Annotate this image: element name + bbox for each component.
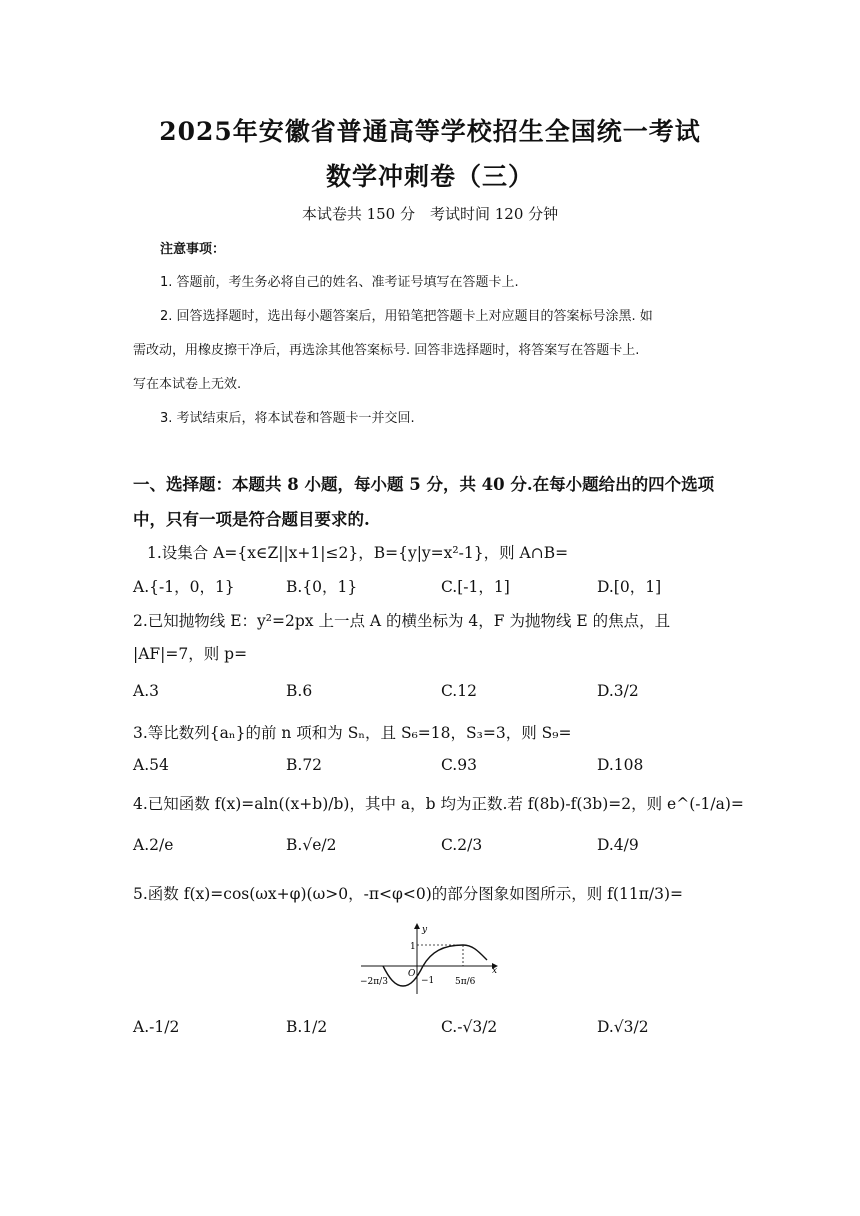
x-right-label: 5π/6	[455, 977, 476, 987]
x-axis-label: x	[492, 966, 498, 976]
section-1-heading-line-1: 一、选择题：本题共 8 小题，每小题 5 分，共 40 分.在每小题给出的四个选项	[133, 475, 715, 494]
question-5-cosine-graph	[355, 918, 505, 998]
question-2-stem-line-2: |AF|=7，则 p=	[133, 645, 248, 663]
note-item-1: 1. 答题前，考生务必将自己的姓名、准考证号填写在答题卡上.	[160, 275, 519, 290]
question-2-option-b: B.6	[286, 682, 313, 700]
note-item-2-line-3: 写在本试卷上无效.	[133, 377, 242, 392]
question-5-stem: 5.函数 f(x)=cos(ωx+φ)(ω>0，-π<φ<0)的部分图象如图所示，则 f(11π/3)=	[133, 885, 683, 903]
origin-label: O	[408, 969, 416, 979]
question-2-option-d: D.3/2	[597, 682, 639, 700]
question-1-stem: 1.设集合 A={x∈Z||x+1|≤2}，B={y|y=x²-1}，则 A∩B=	[147, 544, 569, 562]
y-min-label: −1	[421, 976, 435, 986]
question-5-option-d: D.√3/2	[597, 1018, 649, 1036]
question-3-option-a: A.54	[133, 756, 169, 774]
x-left-label: −2π/3	[360, 977, 388, 987]
y-max-label: 1	[410, 942, 416, 952]
question-3-stem: 3.等比数列{aₙ}的前 n 项和为 Sₙ，且 S₆=18，S₃=3，则 S₉=	[133, 724, 572, 742]
y-axis-label: y	[422, 925, 428, 935]
question-5-option-a: A.-1/2	[133, 1018, 180, 1036]
note-item-3: 3. 考试结束后，将本试卷和答题卡一并交回.	[160, 411, 415, 426]
exam-title: 2025年安徽省普通高等学校招生全国统一考试	[159, 117, 701, 146]
question-4-option-c: C.2/3	[441, 836, 483, 854]
question-3-option-d: D.108	[597, 756, 644, 774]
question-1-option-c: C.[-1，1]	[441, 578, 510, 596]
exam-info: 本试卷共 150 分 考试时间 120 分钟	[301, 205, 559, 223]
question-4-option-a: A.2/e	[133, 836, 174, 854]
question-2-stem-line-1: 2.已知抛物线 E：y²=2px 上一点 A 的横坐标为 4，F 为抛物线 E 的焦点，且	[133, 612, 671, 630]
question-1-option-a: A.{-1，0，1}	[133, 578, 235, 596]
question-1-option-b: B.{0，1}	[286, 578, 358, 596]
section-1-heading-line-2: 中，只有一项是符合题目要求的.	[133, 510, 370, 529]
notes-heading: 注意事项：	[160, 242, 226, 257]
question-4-option-b: B.√e/2	[286, 836, 337, 854]
question-4-stem: 4.已知函数 f(x)=aln((x+b)/b)，其中 a，b 均为正数.若 f(8b)-f(3b)=2，则 e^(-1/a)=	[133, 795, 744, 813]
question-4-option-d: D.4/9	[597, 836, 639, 854]
question-3-option-c: C.93	[441, 756, 477, 774]
question-2-option-c: C.12	[441, 682, 477, 700]
note-item-2-line-1: 2. 回答选择题时，选出每小题答案后，用铅笔把答题卡上对应题目的答案标号涂黑. 如	[160, 309, 653, 324]
note-item-2-line-2: 需改动，用橡皮擦干净后，再选涂其他答案标号. 回答非选择题时，将答案写在答题卡上.	[133, 343, 640, 358]
exam-subtitle-title: 数学冲刺卷（三）	[325, 162, 534, 191]
question-3-option-b: B.72	[286, 756, 323, 774]
question-5-option-b: B.1/2	[286, 1018, 328, 1036]
question-2-option-a: A.3	[133, 682, 159, 700]
question-5-option-c: C.-√3/2	[441, 1018, 498, 1036]
question-1-option-d: D.[0，1]	[597, 578, 662, 596]
